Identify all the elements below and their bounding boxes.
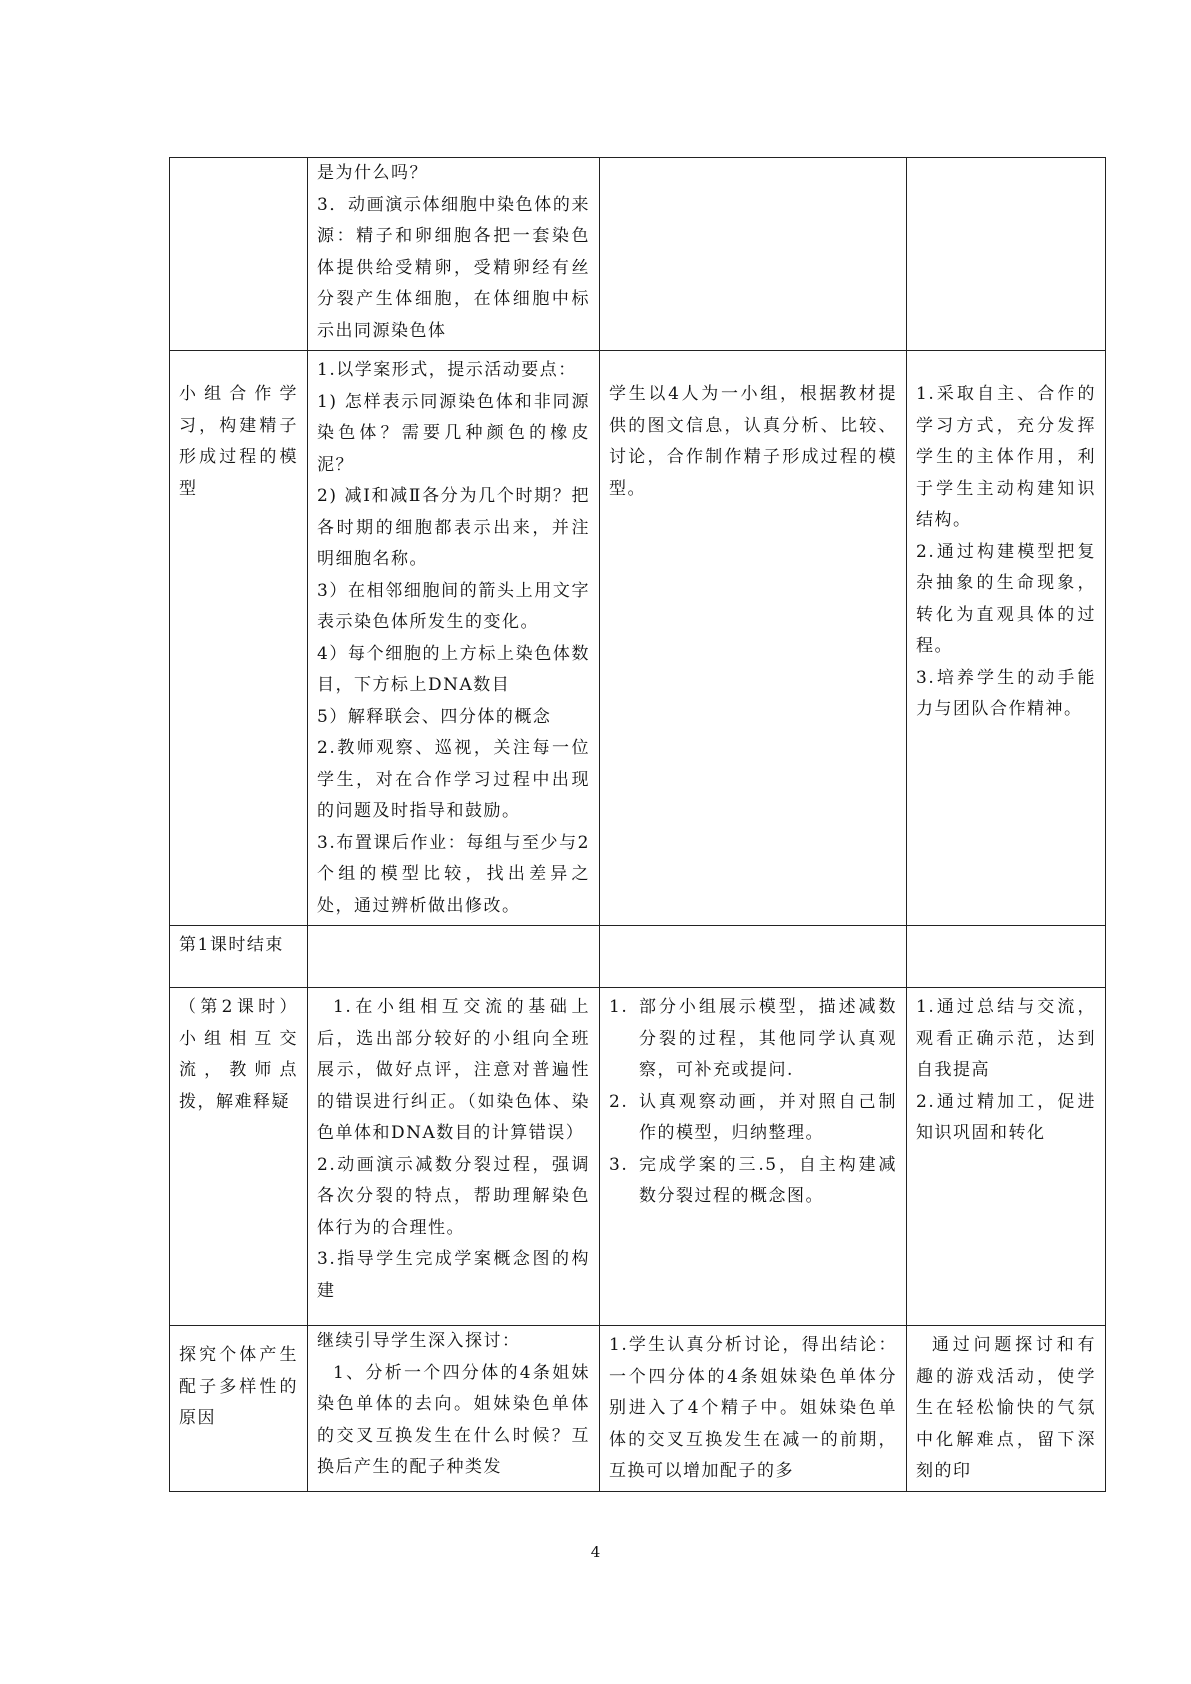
cell-text: 1) 怎样表示同源染色体和非同源染色体？需要几种颜色的橡皮泥？ <box>317 391 590 475</box>
stage-label: 探究个体产生配子多样性的原因 <box>179 1345 298 1428</box>
cell-text: 2) 减Ⅰ和减Ⅱ各分为几个时期？把各时期的细胞都表示出来，并注明细胞名称。 <box>317 486 590 569</box>
student-activity-cell <box>600 351 907 926</box>
table-row <box>170 926 1106 988</box>
cell-text: 5）解释联会、四分体的概念 <box>317 706 552 727</box>
list-item <box>609 1150 897 1213</box>
cell-text: 2.通过精加工，促进知识巩固和转化 <box>916 1091 1096 1143</box>
teacher-activity-cell <box>308 1326 600 1492</box>
cell-text: 是为什么吗？ <box>317 163 428 183</box>
cell-text: 3.布置课后作业：每组与至少与2个组的模型比较，找出差异之处，通过辨析做出修改。 <box>317 832 590 916</box>
cell-text: 3.培养学生的动手能力与团队合作精神。 <box>916 667 1096 719</box>
teacher-activity-cell <box>308 351 600 926</box>
stage-label: （第2课时）小组相互交流，教师点拨，解难释疑 <box>179 997 298 1112</box>
cell-text: 1.在小组相互交流的基础上后，选出部分较好的小组向全班展示，做好点评，注意对普遍性的错误进行纠正。（如染色体、染色单体和DNA数目的计算错误） <box>317 997 590 1143</box>
cell-text: 1.以学案形式，提示活动要点： <box>317 360 577 380</box>
design-intent-cell <box>907 1326 1106 1492</box>
teacher-activity-cell <box>308 158 600 351</box>
stage-label: 小组合作学习，构建精子形成过程的模型 <box>179 384 298 499</box>
item-text: 部分小组展示模型，描述减数分裂的过程，其他同学认真观察，可补充或提问. <box>639 997 897 1080</box>
cell-text: 2.通过构建模型把复杂抽象的生命现象，转化为直观具体的过程。 <box>916 541 1096 656</box>
item-number: 2. <box>609 1091 629 1112</box>
cell-text: 1.通过总结与交流，观看正确示范，达到自我提高 <box>916 997 1096 1080</box>
student-activity-cell <box>600 1326 907 1492</box>
student-activity-cell <box>600 988 907 1326</box>
list-item <box>609 1087 897 1150</box>
student-activity-cell <box>600 158 907 351</box>
cell-text: 1.采取自主、合作的学习方式，充分发挥学生的主体作用，利于学生主动构建知识结构。 <box>916 384 1096 530</box>
list-item <box>609 992 897 1087</box>
stage-cell <box>170 158 308 351</box>
cell-text: 1.学生认真分析讨论，得出结论：一个四分体的4条姐妹染色单体分别进入了4个精子中。姐妹染色单体的交叉互换发生在减一的前期，互换可以增加配子的多 <box>609 1335 897 1481</box>
stage-cell <box>170 351 308 926</box>
item-number: 1. <box>609 997 629 1017</box>
student-activity-cell <box>600 926 907 988</box>
table-row <box>170 988 1106 1326</box>
cell-text: 学生以4人为一小组，根据教材提供的图文信息，认真分析、比较、讨论，合作制作精子形成过程的模型。 <box>609 384 897 499</box>
teacher-activity-cell <box>308 988 600 1326</box>
cell-text: 2.教师观察、巡视，关注每一位学生，对在合作学习过程中出现的问题及时指导和鼓励。 <box>317 738 590 821</box>
cell-text: 3．动画演示体细胞中染色体的来源：精子和卵细胞各把一套染色体提供给受精卵，受精卵经有丝分裂产生体细胞，在体细胞中标示出同源染色体 <box>317 194 590 341</box>
cell-text: 通过问题探讨和有趣的游戏活动，使学生在轻松愉快的气氛中化解难点，留下深刻的印 <box>916 1335 1096 1481</box>
lesson-plan-table <box>169 157 1106 1492</box>
cell-text: 继续引导学生深入探讨： <box>317 1331 521 1351</box>
design-intent-cell <box>907 351 1106 926</box>
page-number: 4 <box>590 1543 601 1561</box>
stage-cell <box>170 1326 308 1492</box>
stage-cell <box>170 926 308 988</box>
cell-text: 3.指导学生完成学案概念图的构建 <box>317 1249 590 1301</box>
table-row <box>170 1326 1106 1492</box>
design-intent-cell <box>907 926 1106 988</box>
item-text: 完成学案的三.5，自主构建减数分裂过程的概念图。 <box>639 1154 897 1206</box>
table-row <box>170 158 1106 351</box>
table-row <box>170 351 1106 926</box>
cell-text: 2.动画演示减数分裂过程，强调各次分裂的特点，帮助理解染色体行为的合理性。 <box>317 1154 590 1238</box>
stage-cell <box>170 988 308 1326</box>
item-number: 3. <box>609 1154 629 1175</box>
design-intent-cell <box>907 158 1106 351</box>
cell-text: 1、分析一个四分体的4条姐妹染色单体的去向。姐妹染色单体的交叉互换发生在什么时候？互换后产生的配子种类发 <box>317 1362 590 1477</box>
design-intent-cell <box>907 988 1106 1326</box>
teacher-activity-cell <box>308 926 600 988</box>
cell-text: 3）在相邻细胞间的箭头上用文字表示染色体所发生的变化。 <box>317 580 590 632</box>
item-text: 认真观察动画，并对照自己制作的模型，归纳整理。 <box>639 1091 897 1143</box>
stage-label: 第1课时结束 <box>179 935 284 955</box>
cell-text: 4）每个细胞的上方标上染色体数目，下方标上DNA数目 <box>317 643 590 695</box>
